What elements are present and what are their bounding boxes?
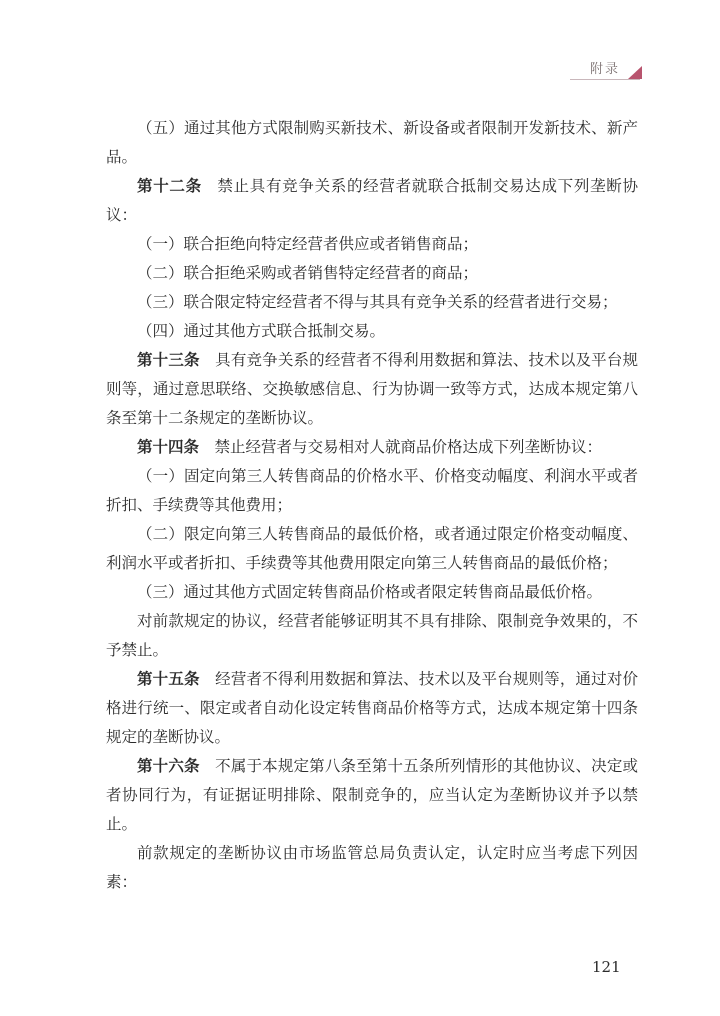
running-header xyxy=(0,58,720,82)
paragraph xyxy=(106,578,638,607)
article-number: 第十五条 xyxy=(137,670,200,688)
paragraph-text: （三）通过其他方式固定转售商品价格或者限定转售商品最低价格。 xyxy=(137,583,603,601)
article-number: 第十四条 xyxy=(137,438,200,456)
paragraph xyxy=(106,288,638,317)
article-number: 第十二条 xyxy=(137,177,202,195)
paragraph xyxy=(106,172,638,230)
paragraph xyxy=(106,607,638,665)
paragraph xyxy=(106,752,638,839)
paragraph-text: （二）限定向第三人转售商品的最低价格，或者通过限定价格变动幅度、利润水平或者折扣、手续费等其他费用限定向第三人转售商品的最低价格； xyxy=(106,525,638,572)
paragraph xyxy=(106,462,638,520)
paragraph-text: 前款规定的垄断协议由市场监管总局负责认定，认定时应当考虑下列因素： xyxy=(106,844,638,891)
paragraph-text: （一）联合拒绝向特定经营者供应或者销售商品； xyxy=(137,235,479,253)
article-number: 第十三条 xyxy=(137,351,200,369)
paragraph-text: （二）联合拒绝采购或者销售特定经营者的商品； xyxy=(137,264,479,282)
paragraph xyxy=(106,230,638,259)
paragraph-text: （四）通过其他方式联合抵制交易。 xyxy=(137,322,386,340)
paragraph-text: （三）联合限定特定经营者不得与其具有竞争关系的经营者进行交易； xyxy=(137,293,618,311)
paragraph-text: 禁止经营者与交易相对人就商品价格达成下列垄断协议： xyxy=(214,438,603,456)
paragraph xyxy=(106,433,638,462)
paragraph xyxy=(106,317,638,346)
header-corner-mark-icon xyxy=(628,66,642,79)
paragraph xyxy=(106,114,638,172)
paragraph-text: 禁止具有竞争关系的经营者就联合抵制交易达成下列垄断协议： xyxy=(106,177,638,224)
header-rule xyxy=(570,79,640,80)
paragraph-text: （一）固定向第三人转售商品的价格水平、价格变动幅度、利润水平或者折扣、手续费等其他费用； xyxy=(106,467,638,514)
article-number: 第十六条 xyxy=(137,757,200,775)
paragraph-text: 不属于本规定第八条至第十五条所列情形的其他协议、决定或者协同行为，有证据证明排除、限制竞争的，应当认定为垄断协议并予以禁止。 xyxy=(106,757,638,833)
paragraph-text: 经营者不得利用数据和算法、技术以及平台规则等，通过对价格进行统一、限定或者自动化设定转售商品价格等方式，达成本规定第十四条规定的垄断协议。 xyxy=(106,670,638,746)
paragraph xyxy=(106,346,638,433)
header-label: 附录 xyxy=(590,62,621,77)
paragraph xyxy=(106,259,638,288)
page-body xyxy=(106,114,638,897)
page-number: 121 xyxy=(592,958,621,976)
paragraph xyxy=(106,665,638,752)
paragraph-text: 对前款规定的协议，经营者能够证明其不具有排除、限制竞争效果的，不予禁止。 xyxy=(106,612,638,659)
paragraph xyxy=(106,520,638,578)
paragraph-text: （五）通过其他方式限制购买新技术、新设备或者限制开发新技术、新产品。 xyxy=(106,119,638,166)
paragraph xyxy=(106,839,638,897)
paragraph-text: 具有竞争关系的经营者不得利用数据和算法、技术以及平台规则等，通过意思联络、交换敏感信息、行为协调一致等方式，达成本规定第八条至第十二条规定的垄断协议。 xyxy=(106,351,638,427)
